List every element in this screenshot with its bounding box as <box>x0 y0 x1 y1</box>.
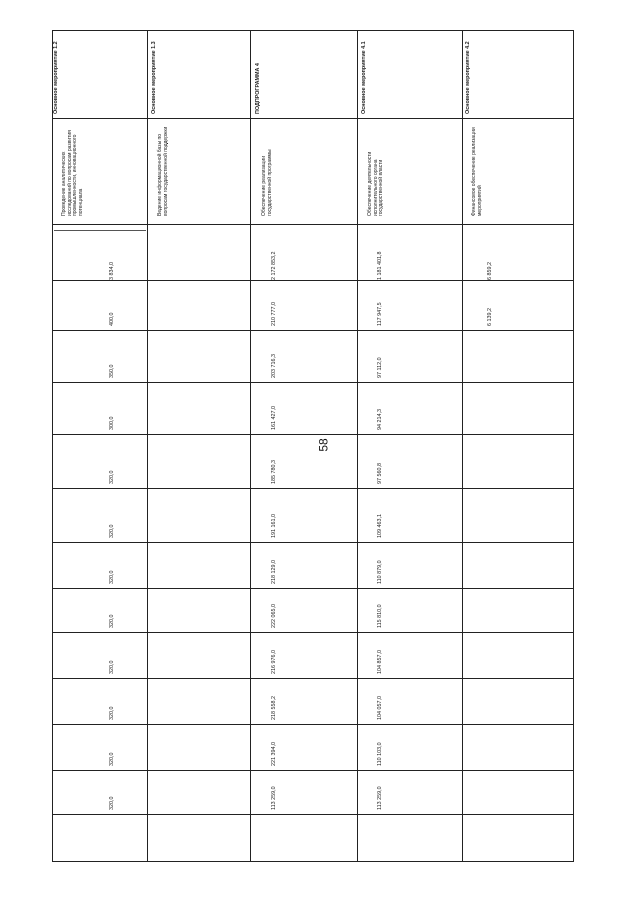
row3-y9: 218 558,2 <box>271 696 277 720</box>
row4-code: Основное мероприятие 4.1 <box>361 41 367 114</box>
row1-y11: 320,0 <box>109 796 115 810</box>
field-sep <box>52 224 574 225</box>
row3-title: Обеспечение реализации государственной программы <box>261 149 273 216</box>
row1-y7: 320,0 <box>109 614 115 628</box>
row3-y5: 191 161,0 <box>271 514 277 538</box>
row3-y11: 113 259,0 <box>271 786 277 810</box>
field-sep <box>52 118 574 119</box>
row3-y8: 216 976,0 <box>271 650 277 674</box>
row5-code: Основное мероприятие 4.2 <box>465 41 471 114</box>
row1-y3: 300,0 <box>109 416 115 430</box>
row1-y2: 350,0 <box>109 364 115 378</box>
row1-y1: 400,0 <box>109 312 115 326</box>
col-sep <box>357 30 358 862</box>
row2-title: Ведение информационной базы по вопросам государственной поддержки <box>157 126 169 216</box>
table-border-left <box>52 30 53 862</box>
row1-total: 3 834,0 <box>109 262 115 280</box>
field-sep <box>52 632 574 633</box>
row4-title: Обеспечение деятельности исполнительного органа государственной власти <box>367 151 385 216</box>
col-sep <box>250 30 251 862</box>
table-border-right <box>573 30 574 862</box>
row4-y5: 109 463,1 <box>377 514 383 538</box>
row3-y7: 222 065,0 <box>271 604 277 628</box>
year-sep <box>52 280 574 281</box>
row3-y10: 221 394,0 <box>271 742 277 766</box>
row3-code: ПОДПРОГРАММА 4 <box>255 63 261 114</box>
row4-y2: 97 112,0 <box>377 357 383 378</box>
field-sep <box>52 588 574 589</box>
row3-y6: 218 129,0 <box>271 560 277 584</box>
row4-y6: 110 879,0 <box>377 560 383 584</box>
col-sep <box>462 30 463 862</box>
year-sep <box>52 382 574 383</box>
field-sep <box>52 770 574 771</box>
row1-y9: 320,0 <box>109 706 115 720</box>
field-sep <box>52 678 574 679</box>
row4-y8: 104 857,0 <box>377 650 383 674</box>
row1-code: Основное мероприятие 1.2 <box>53 41 59 114</box>
row4-y9: 104 057,0 <box>377 696 383 720</box>
year-sep <box>52 330 574 331</box>
row5-y1: 6 139,2 <box>487 308 493 326</box>
row5-total: 6 859,2 <box>487 262 493 280</box>
row4-y1: 117 947,5 <box>377 302 383 326</box>
row1-title: Проведение аналитических исследований по вопросам развития промышленности, инновационного потенциала <box>61 130 84 216</box>
row3-y4: 185 780,3 <box>271 460 277 484</box>
rotated-table <box>52 30 574 862</box>
source-grid <box>54 230 146 231</box>
row4-y7: 115 810,0 <box>377 604 383 628</box>
table-border-top <box>52 30 574 31</box>
row4-y3: 94 214,3 <box>377 409 383 430</box>
field-sep <box>52 724 574 725</box>
page-number: 58 <box>316 438 331 452</box>
row4-y11: 113 259,0 <box>377 786 383 810</box>
row4-total: 1 181 401,8 <box>377 251 383 280</box>
row4-y4: 97 560,8 <box>377 463 383 484</box>
row4-y10: 110 103,0 <box>377 742 383 766</box>
field-sep <box>52 814 574 815</box>
row3-y1: 210 777,0 <box>271 302 277 326</box>
row1-y5: 320,0 <box>109 524 115 538</box>
row1-y10: 320,0 <box>109 752 115 766</box>
row2-code: Основное мероприятие 1.3 <box>151 41 157 114</box>
row3-total: 2 172 853,2 <box>271 251 277 280</box>
year-sep <box>52 488 574 489</box>
row5-title: Финансовое обеспечение реализации мероприятий <box>471 127 483 216</box>
field-sep <box>52 542 574 543</box>
table-border-bottom <box>52 861 574 862</box>
row1-y6: 320,0 <box>109 570 115 584</box>
row1-y8: 320,0 <box>109 660 115 674</box>
col-sep <box>147 30 148 862</box>
year-sep <box>52 434 574 435</box>
row3-y2: 203 716,3 <box>271 354 277 378</box>
row1-y4: 320,0 <box>109 470 115 484</box>
row3-y3: 161 427,0 <box>271 406 277 430</box>
